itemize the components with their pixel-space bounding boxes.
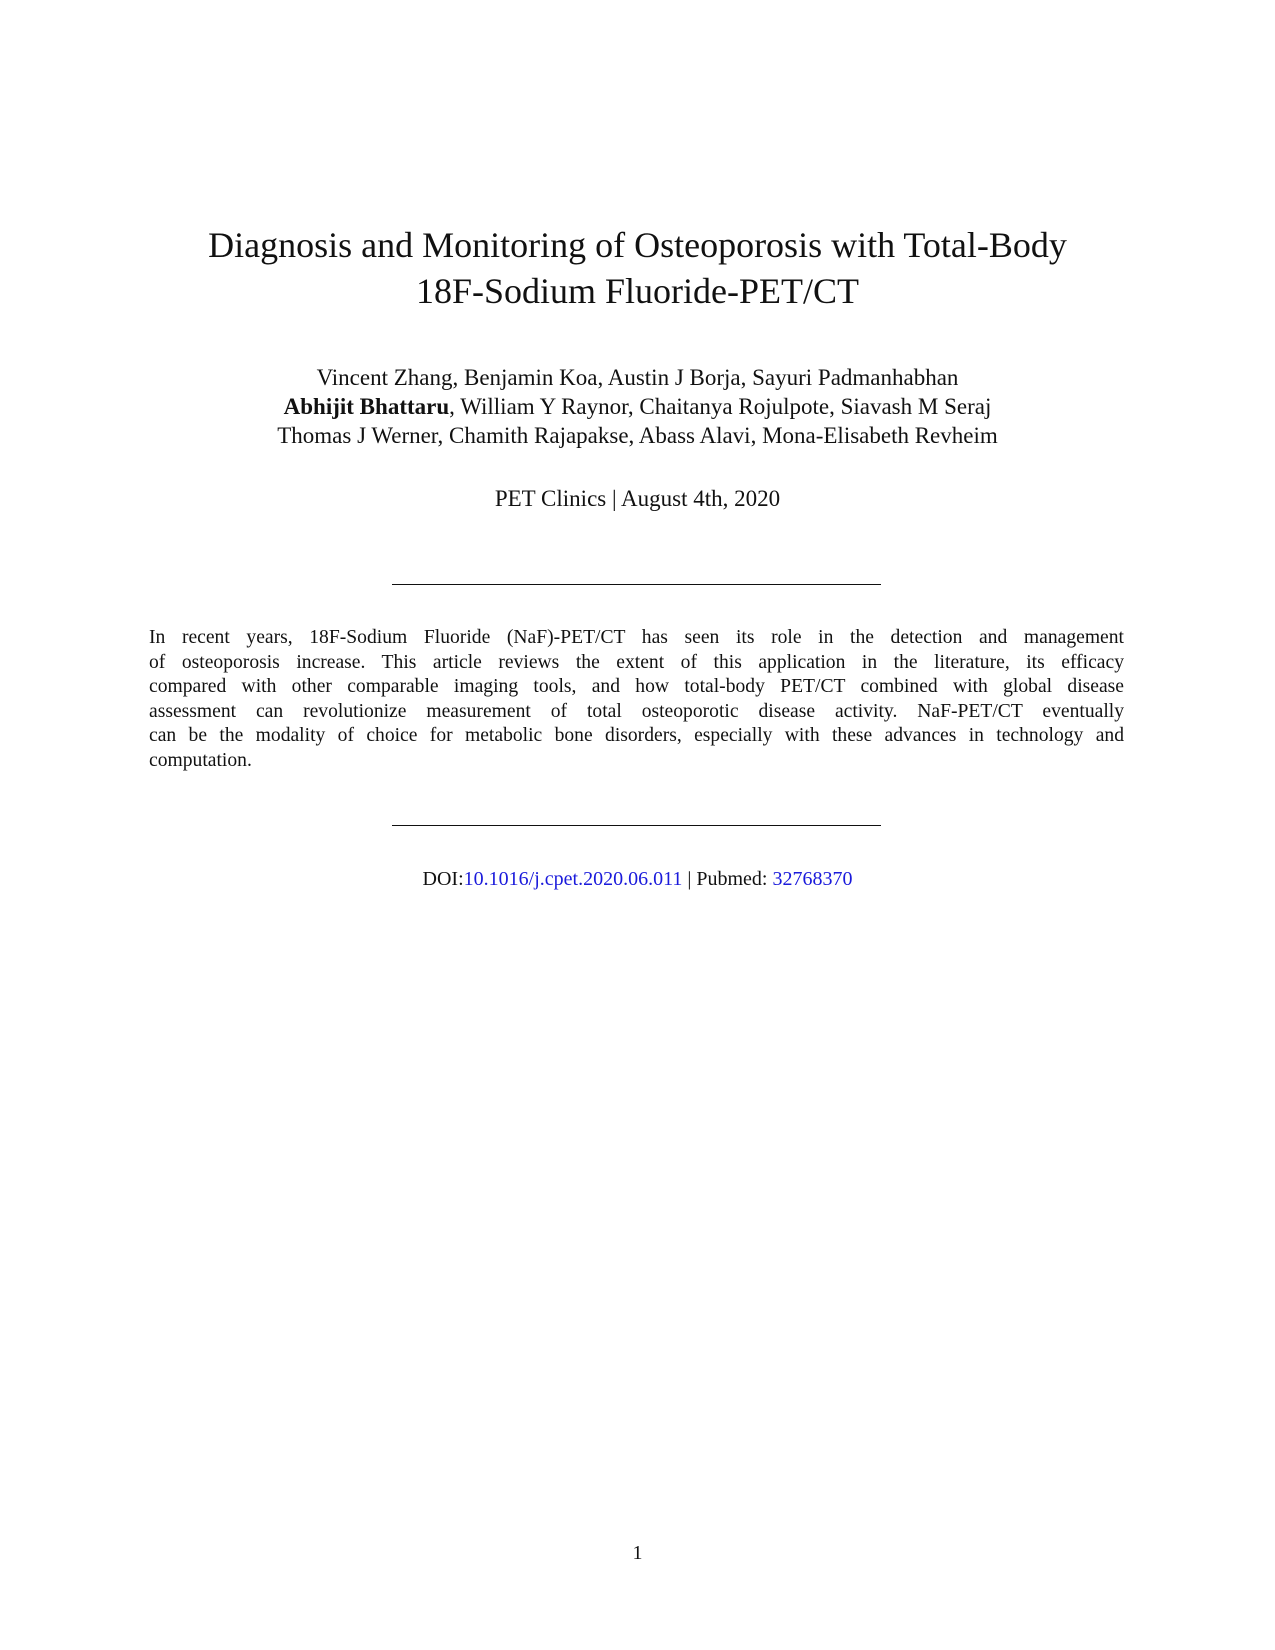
abstract bbox=[149, 626, 1124, 774]
abstract-line: of osteoporosis increase. This article reviews the extent of this application in the literature, its efficacy bbox=[149, 651, 1124, 673]
title-line-1: Diagnosis and Monitoring of Osteoporosis with Total-Body bbox=[208, 225, 1067, 265]
identifier-separator: | bbox=[682, 868, 697, 890]
pubmed-link[interactable]: 32768370 bbox=[772, 868, 853, 890]
paper-title bbox=[0, 222, 1275, 314]
identifiers bbox=[0, 866, 1275, 892]
page-number: 1 bbox=[632, 1542, 643, 1564]
title-line-2: 18F-Sodium Fluoride-PET/CT bbox=[415, 271, 860, 311]
abstract-line: compared with other comparable imaging tools, and how total-body PET/CT combined with global disease bbox=[149, 676, 1124, 698]
author-line-2-rest: , William Y Raynor, Chaitanya Rojulpote, Siavash M Seraj bbox=[449, 394, 992, 419]
abstract-line: assessment can revolutionize measurement of total osteoporotic disease activity. NaF-PET/CT eventually bbox=[149, 700, 1124, 722]
pubmed-label: Pubmed: bbox=[696, 868, 773, 890]
abstract-line: can be the modality of choice for metabolic bone disorders, especially with these advances in technology and bbox=[149, 725, 1124, 747]
bottom-divider bbox=[392, 825, 881, 826]
doi-link[interactable]: 10.1016/j.cpet.2020.06.011 bbox=[463, 868, 683, 890]
author-line-1: Vincent Zhang, Benjamin Koa, Austin J Borja, Sayuri Padmanhabhan bbox=[316, 365, 959, 390]
journal-and-date: PET Clinics | August 4th, 2020 bbox=[494, 486, 781, 511]
abstract-line: In recent years, 18F-Sodium Fluoride (NaF)-PET/CT has seen its role in the detection and management bbox=[149, 627, 1124, 648]
top-divider bbox=[392, 584, 881, 585]
abstract-line: computation. bbox=[149, 749, 252, 771]
author-list bbox=[0, 363, 1275, 450]
author-line-2 bbox=[0, 392, 1275, 421]
author-line-3: Thomas J Werner, Chamith Rajapakse, Abass Alavi, Mona-Elisabeth Revheim bbox=[277, 423, 998, 448]
doi-label: DOI: bbox=[422, 868, 464, 890]
highlighted-author: Abhijit Bhattaru bbox=[283, 394, 450, 419]
